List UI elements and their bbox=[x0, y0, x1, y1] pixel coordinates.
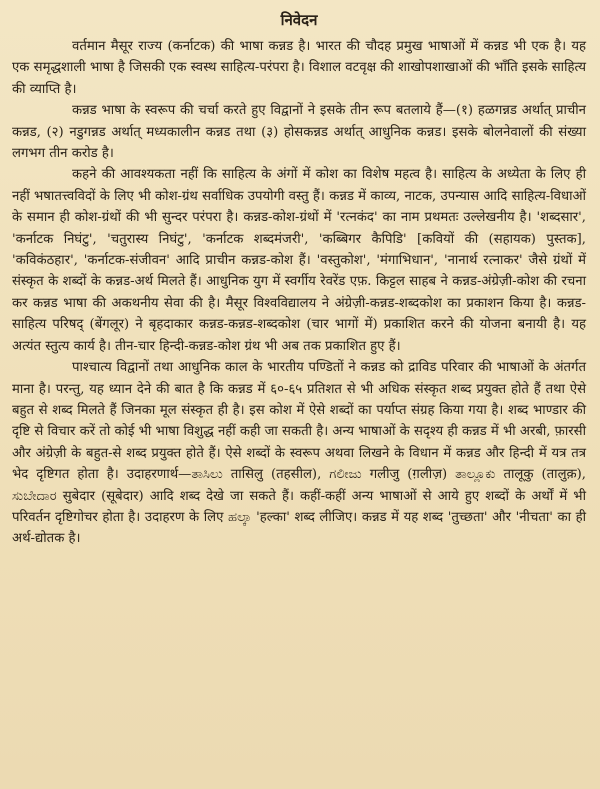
paragraph-2: कन्नड भाषा के स्वरूप की चर्चा करते हुए विद्वानों ने इसके तीन रूप बतलाये हैं—(१) हळगन्नड अर्थात् प्राचीन कन्नड, (२) नडुगन्नड अर्थात् मध्यकालीन कन्नड तथा (३) होसकन्नड अर्थात् आधुनिक कन्नड। इसके बोलनेवालों की संख्या लगभग तीन करोड है। bbox=[12, 103, 586, 162]
paragraph-3: कहने की आवश्यकता नहीं कि साहित्य के अंगों में कोश का विशेष महत्व है। साहित्य के अध्येता के लिए ही नहीं भषातत्त्वविदों के लिए भी कोश-ग्रंथ सर्वाधिक उपयोगी वस्तु हैं। कन्नड में काव्य, नाटक, उपन्यास आदि साहित्य-विधाओं के समान ही कोश-ग्रंथों की भी सुन्दर परंपरा है। कन्नड-कोश-ग्रंथों में 'रत्नकंद' का नाम प्रथमतः उल्लेखनीय है। 'शब्दसार', 'कर्नाटक निघंटु', 'चतुरास्य निघंटु', 'कर्नाटक शब्दमंजरी', 'कब्बिगर कैपिडि' [कवियों की (सहायक) पुस्तक], 'कविकंठहार', 'कर्नाटक-संजीवन' आदि प्राचीन कन्नड-कोश हैं। 'वस्तुकोश', 'मंगाभिधान', 'नानार्थ रत्नाकर' जैसे ग्रंथों में संस्कृत के शब्दों के कन्नड-अर्थ मिलते हैं। आधुनिक युग में स्वर्गीय रेवरेंड एफ़. किट्टल साहब ने कन्नड-अंग्रेज़ी-कोश की रचना कर कन्नड भाषा की अकथनीय सेवा की है। मैसूर विश्वविद्यालय ने अंग्रेज़ी-कन्नड-शब्दकोश का प्रकाशन किया है। कन्नड-साहित्य परिषद् (बेंगलूर) ने बृहदाकार कन्नड-कन्नड-शब्दकोश (चार भागों में) प्रकाशित करने की योजना बनायी है। यह अत्यंत स्तुत्य कार्य है। तीन-चार हिन्दी-कन्नड-कोश ग्रंथ भी अब तक प्रकाशित हुए हैं। bbox=[12, 167, 586, 354]
paragraph-1: वर्तमान मैसूर राज्य (कर्नाटक) की भाषा कन्नड है। भारत की चौदह प्रमुख भाषाओं में कन्नड भी एक है। यह एक समृद्धशाली भाषा है जिसकी एक स्वस्थ साहित्य-परंपरा है। विशाल वटवृक्ष की शाखोपशाखाओं की भाँति इसके साहित्य की व्याप्ति है। bbox=[12, 39, 586, 97]
paragraph-4: पाश्चात्य विद्वानों तथा आधुनिक काल के भारतीय पण्डितों ने कन्नड को द्राविड परिवार की भाषाओं के अंतर्गत माना है। परन्तु, यह ध्यान देने की बात है कि कन्नड में ६०-६५ प्रतिशत से भी अधिक संस्कृत शब्द प्रयुक्त होते हैं तथा ऐसे बहुत से शब्द मिलते हैं जिनका मूल संस्कृत ही है। इस कोश में ऐसे शब्दों का पर्याप्त संग्रह किया गया है। शब्द भाण्डार की दृष्टि से विचार करें तो कोई भी भाषा विशुद्ध नहीं कही जा सकती है। अन्य भाषाओं के सदृश्य ही कन्नड में भी अरबी, फ़ारसी और अंग्रेज़ी के बहुत-से शब्द प्रयुक्त होते हैं। ऐसे शब्दों के स्वरूप अथवा लिखने के विधान में कन्नड और हिन्दी में यत्र तत्र भेद दृष्टिगत होता है। उदाहरणार्थ—ತಾಸಿಲು तासिलु (तहसील), ಗಲೀಜು गलीजु (ग़लीज़) ತಾಲ್ಲೂಕು तालूकु (तालुक़), ಸುಬೇದಾರ ‍सुबेदार (सूबेदार) आदि शब्द देखे जा सकते हैं। कहीं-कहीं अन्य भाषाओं से आये हुए शब्दों के अर्थों में भी परिवर्तन दृष्टिगोचर होता है। उदाहरण के लिए ಹಲ್ಕಾ 'हल्का' शब्द लीजिए। कन्नड में यह शब्द 'तुच्छता' और 'नीचता' का ही अर्थ-द्योतक है। bbox=[12, 360, 586, 547]
page-title: निवेदन bbox=[280, 11, 318, 29]
